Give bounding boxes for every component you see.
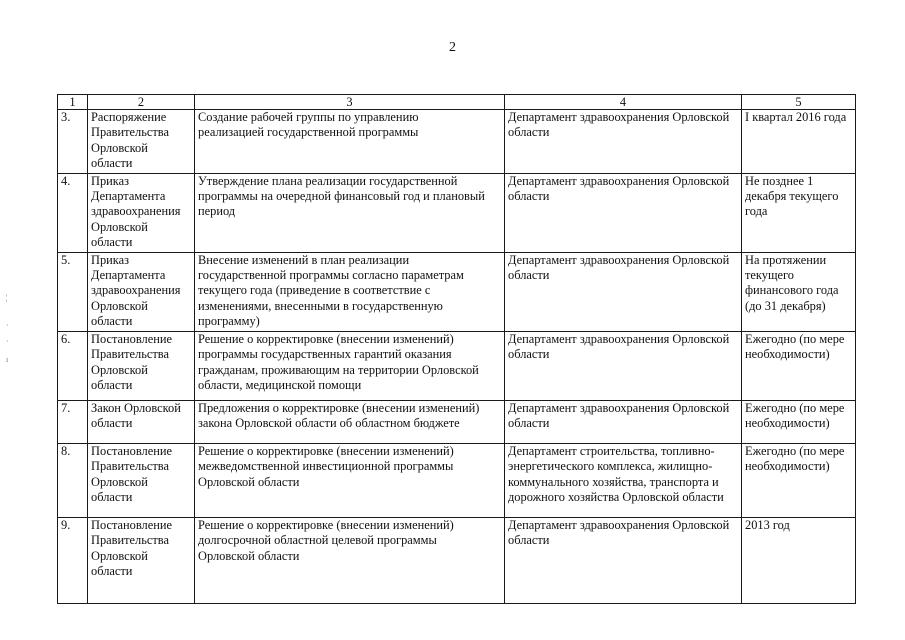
action-cell: Решение о корректировке (внесении изменений) программы государственных гарантий оказания гражданам, проживающим на территории Орловской области, медицинской помощи: [195, 331, 505, 400]
deadline-cell: Ежегодно (по мере необходимости): [742, 331, 856, 400]
column-header-1: 1: [58, 95, 88, 110]
responsible-cell: Департамент здравоохранения Орловской области: [505, 173, 742, 252]
responsible-cell: Департамент строительства, топливно- энергетического комплекса, жилищно- коммунального хозяйства, транспорта и дорожного хозяйства Орловской области: [505, 443, 742, 517]
action-cell: Предложения о корректировке (внесении изменений) закона Орловской области об областном бюджете: [195, 400, 505, 443]
column-header-5: 5: [742, 95, 856, 110]
document-type-cell: Распоряжение Правительства Орловской области: [88, 110, 195, 174]
deadline-cell: На протяжении текущего финансового года (до 31 декабря): [742, 252, 856, 331]
document-type-cell: Приказ Департамента здравоохранения Орловской области: [88, 173, 195, 252]
action-cell: Решение о корректировке (внесении изменений) долгосрочной областной целевой программы Орловской области: [195, 517, 505, 603]
table-row: [58, 173, 856, 252]
responsible-cell: Департамент здравоохранения Орловской области: [505, 517, 742, 603]
deadline-cell: I квартал 2016 года: [742, 110, 856, 174]
row-number: 7.: [58, 400, 88, 443]
scan-mark: ·: [6, 321, 9, 330]
page-number: 2: [449, 40, 456, 55]
document-type-cell: Закон Орловской области: [88, 400, 195, 443]
row-number: 8.: [58, 443, 88, 517]
deadline-cell: Не позднее 1 декабря текущего года: [742, 173, 856, 252]
table-row: [58, 110, 856, 174]
table-row: [58, 400, 856, 443]
action-cell: Утверждение плана реализации государственной программы на очередной финансовый год и плановый период: [195, 173, 505, 252]
row-number: 6.: [58, 331, 88, 400]
row-number: 5.: [58, 252, 88, 331]
deadline-cell: 2013 год: [742, 517, 856, 603]
table-row: [58, 252, 856, 331]
responsible-cell: Департамент здравоохранения Орловской области: [505, 252, 742, 331]
activities-table: [57, 94, 856, 604]
scan-mark: ı: [6, 355, 9, 364]
action-cell: Внесение изменений в план реализации государственной программы согласно параметрам текущего года (приведение в соответствие с изменениями, внесенными в государственную программу): [195, 252, 505, 331]
deadline-cell: Ежегодно (по мере необходимости): [742, 443, 856, 517]
document-type-cell: Постановление Правительства Орловской области: [88, 517, 195, 603]
row-number: 3.: [58, 110, 88, 174]
table-row: [58, 517, 856, 603]
header-row: [58, 95, 856, 110]
action-cell: Создание рабочей группы по управлению реализацией государственной программы: [195, 110, 505, 174]
document-type-cell: Приказ Департамента здравоохранения Орловской области: [88, 252, 195, 331]
row-number: 4.: [58, 173, 88, 252]
deadline-cell: Ежегодно (по мере необходимости): [742, 400, 856, 443]
responsible-cell: Департамент здравоохранения Орловской области: [505, 110, 742, 174]
responsible-cell: Департамент здравоохранения Орловской области: [505, 400, 742, 443]
column-header-3: 3: [195, 95, 505, 110]
action-cell: Решение о корректировке (внесении изменений) межведомственной инвестиционной программы Орловской области: [195, 443, 505, 517]
table-row: [58, 443, 856, 517]
responsible-cell: Департамент здравоохранения Орловской области: [505, 331, 742, 400]
scan-mark: ·: [6, 337, 9, 346]
document-type-cell: Постановление Правительства Орловской области: [88, 331, 195, 400]
scan-mark: ¦: [6, 293, 8, 302]
table-row: [58, 331, 856, 400]
column-header-4: 4: [505, 95, 742, 110]
document-type-cell: Постановление Правительства Орловской области: [88, 443, 195, 517]
row-number: 9.: [58, 517, 88, 603]
column-header-2: 2: [88, 95, 195, 110]
